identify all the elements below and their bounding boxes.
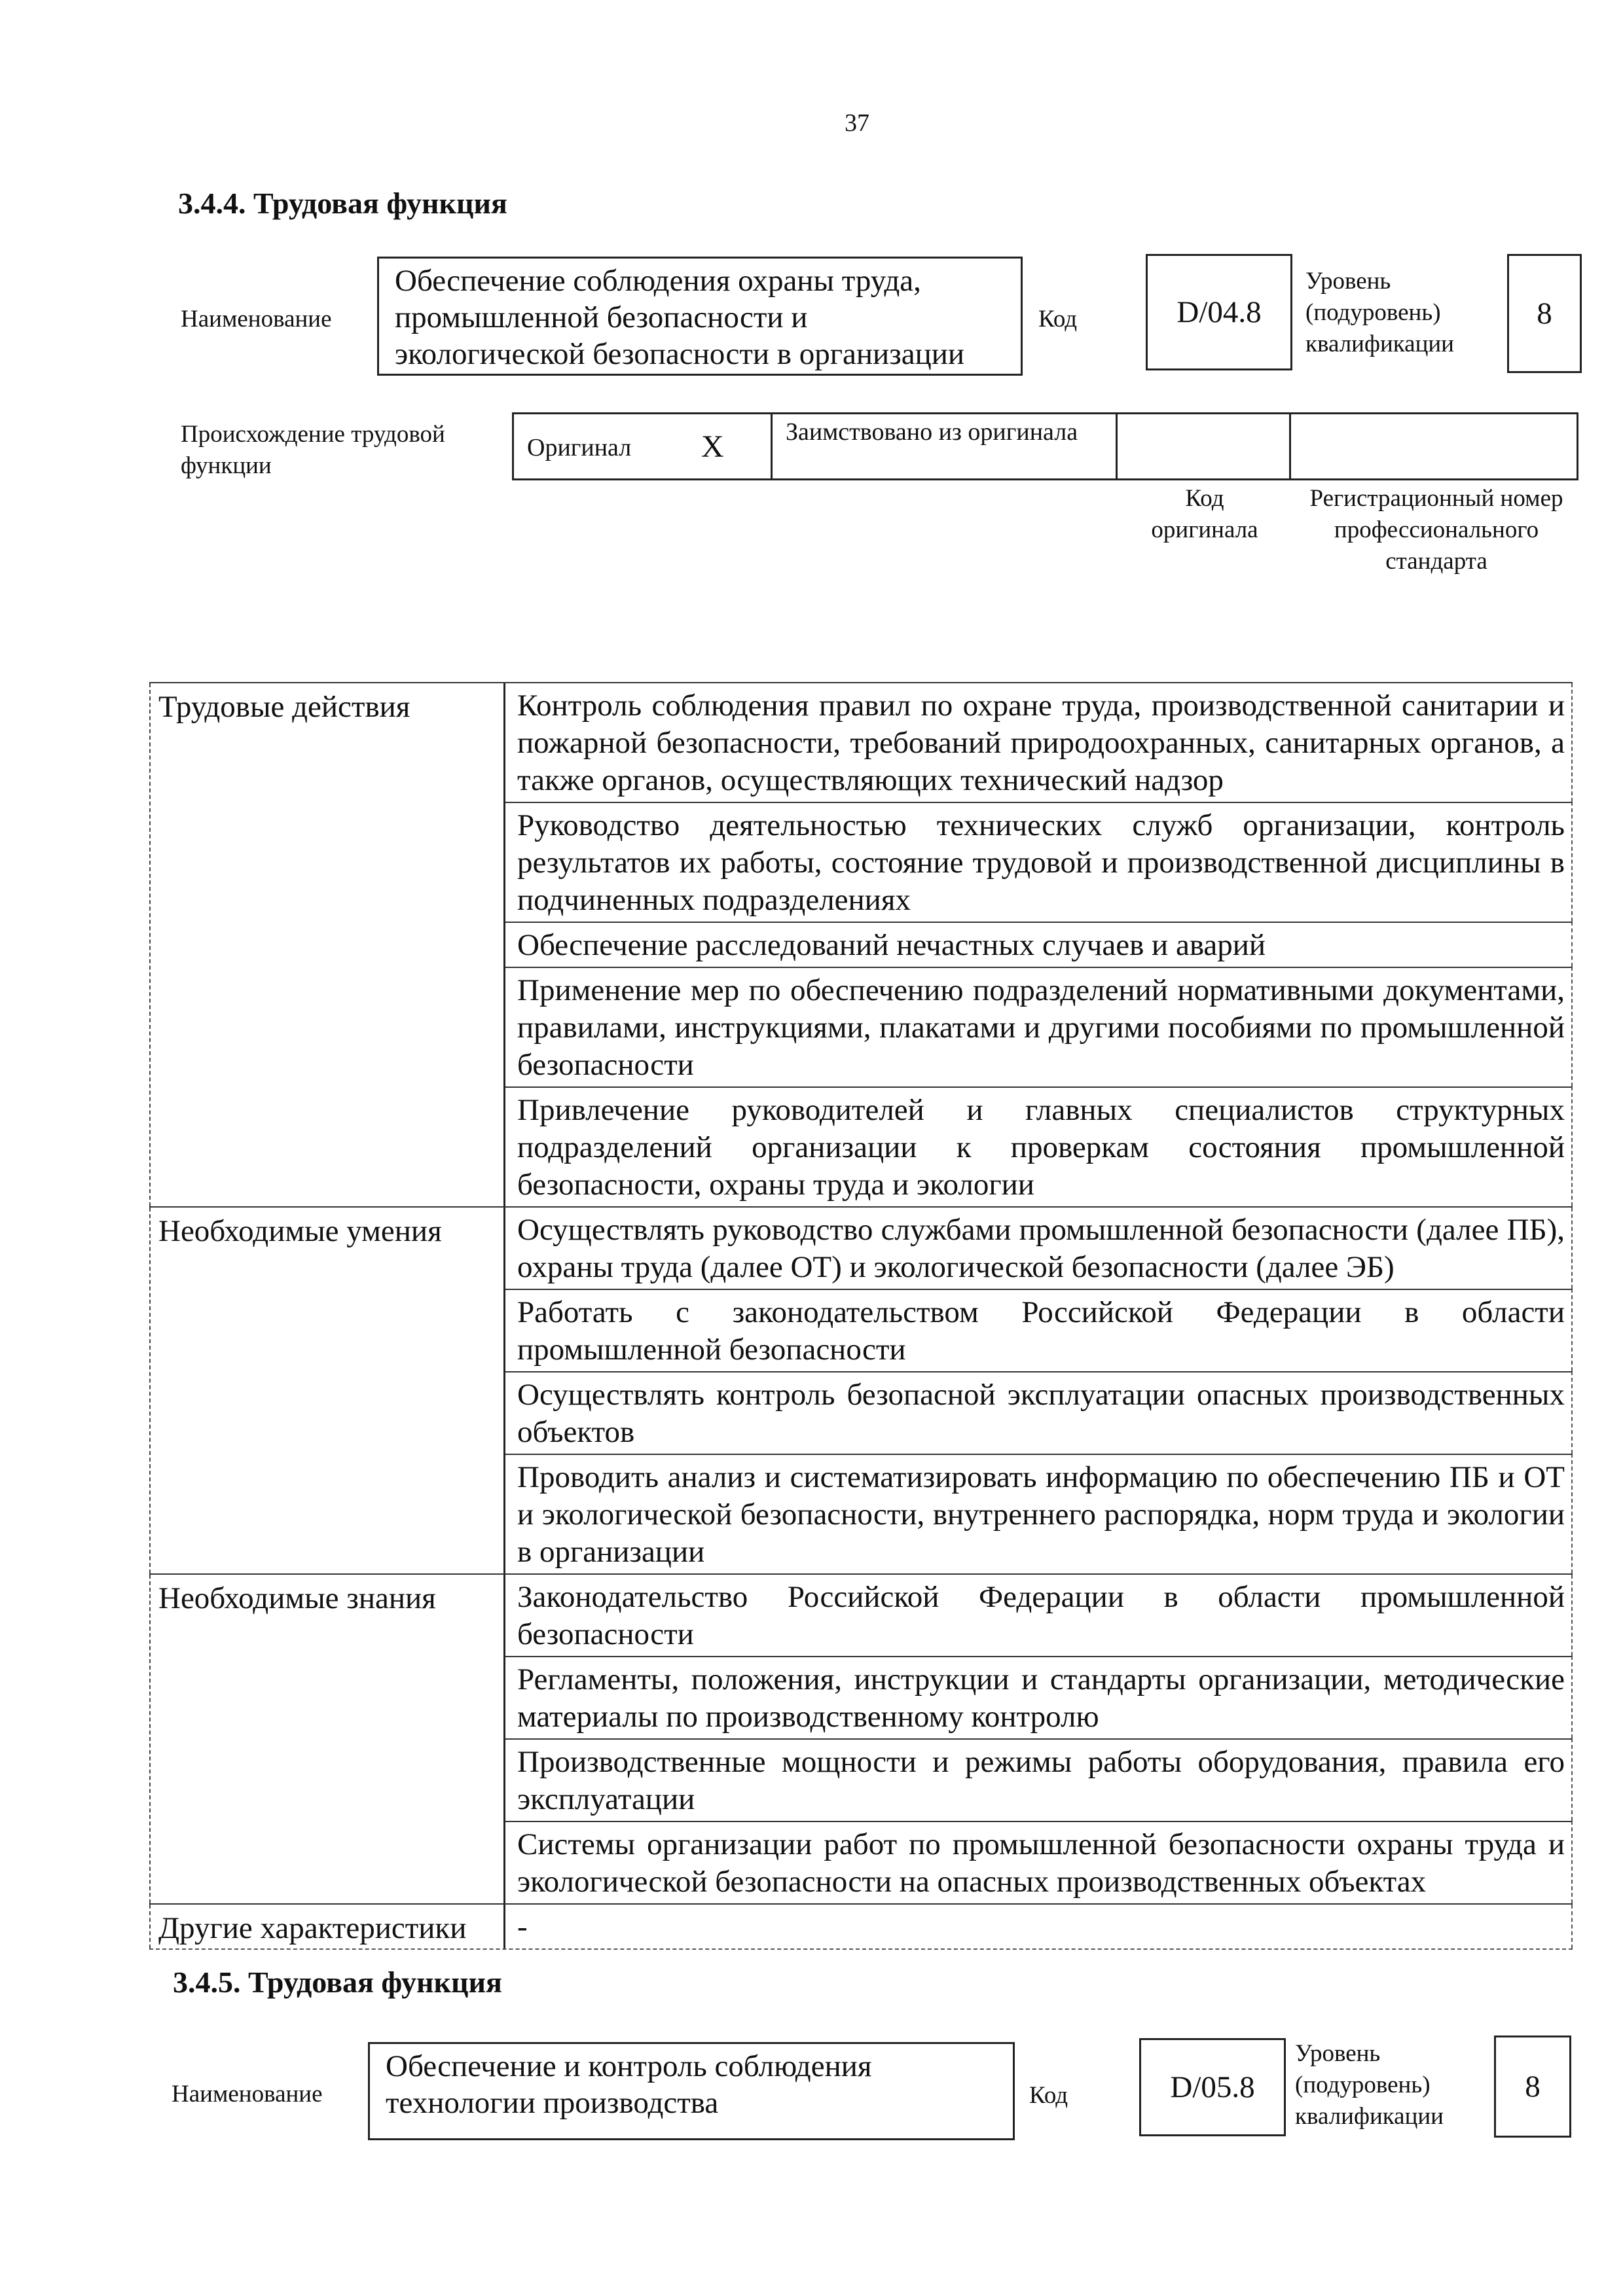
function-name-box: [377, 257, 1023, 376]
list-item: Привлечение руководителей и главных специалистов структурных подразделений организации к проверкам состояния промышленной безопасности, охраны труда и экологии: [505, 1086, 1573, 1206]
level-value: 8: [1537, 296, 1552, 331]
reg-number-caption: Регистрационный номер профессионального стандарта: [1309, 485, 1563, 575]
code-value: D/04.8: [1176, 295, 1262, 329]
code-label: Код: [1038, 306, 1078, 332]
origin-original-cell: [512, 412, 773, 480]
row-items: [505, 683, 1573, 1206]
row-label: Необходимые умения: [149, 1208, 505, 1573]
level-value-2: 8: [1525, 2070, 1541, 2104]
row-label: Другие характеристики: [149, 1905, 505, 1948]
list-item: Проводить анализ и систематизировать информацию по обеспечению ПБ и ОТ и экологической безопасности, внутреннего распорядка, норм труда и экологии в организации: [505, 1454, 1573, 1573]
section-title: 3.4.4. Трудовая функция: [178, 187, 507, 220]
original-label: Оригинал: [527, 434, 632, 461]
list-item: Регламенты, положения, инструкции и стандарты организации, методические материалы по производственному контролю: [505, 1656, 1573, 1738]
table-row: [149, 1573, 1573, 1903]
level-box: [1507, 254, 1582, 373]
name-label-2: Наименование: [172, 2081, 323, 2108]
code-value-2: D/05.8: [1170, 2070, 1255, 2104]
borrowed-label: Заимствовано из оригинала: [786, 418, 1078, 446]
list-item: Обеспечение расследований нечастных случаев и аварий: [505, 922, 1573, 967]
table-row: [149, 682, 1573, 1206]
list-item: -: [505, 1905, 1573, 1948]
row-label: Необходимые знания: [149, 1575, 505, 1903]
level-label: Уровень (подуровень) квалификации: [1305, 268, 1454, 357]
function-name-box-2: [368, 2042, 1015, 2140]
code-box: [1146, 254, 1292, 370]
labor-function-table: [149, 682, 1573, 1950]
list-item: Осуществлять руководство службами промышленной безопасности (далее ПБ), охраны труда (далее ОТ) и экологической безопасности (далее ЭБ): [505, 1208, 1573, 1289]
list-item: Законодательство Российской Федерации в области промышленной безопасности: [505, 1575, 1573, 1656]
table-row: [149, 1206, 1573, 1573]
list-item: Руководство деятельностью технических служб организации, контроль результатов их работы, состояние трудовой и производственной дисциплины в подчиненных подразделениях: [505, 802, 1573, 922]
list-item: Работать с законодательством Российской Федерации в области промышленной безопасности: [505, 1289, 1573, 1371]
origin-label: Происхождение трудовой функции: [181, 421, 445, 479]
origin-borrowed-cell: [771, 412, 1118, 480]
row-items: [505, 1208, 1573, 1573]
row-items: [505, 1905, 1573, 1948]
section-title-2: 3.4.5. Трудовая функция: [173, 1965, 502, 1999]
name-label: Наименование: [181, 306, 332, 332]
row-label: Трудовые действия: [149, 683, 505, 1206]
list-item: Производственные мощности и режимы работы оборудования, правила его эксплуатации: [505, 1738, 1573, 1821]
origin-code-cell: [1116, 412, 1291, 480]
code-original-caption: Код оригинала: [1151, 485, 1258, 543]
page-number: 37: [845, 109, 869, 137]
list-item: Контроль соблюдения правил по охране труда, производственной санитарии и пожарной безопасности, требований природоохранных, санитарных органов, а также органов, осуществляющих технический надзор: [505, 683, 1573, 802]
list-item: Применение мер по обеспечению подразделений нормативными документами, правилами, инструкциями, плакатами и другими пособиями по промышленной безопасности: [505, 967, 1573, 1086]
function-name-value: Обеспечение соблюдения охраны труда, промышленной безопасности и экологической безопасности в организации: [395, 264, 965, 371]
origin-reg-cell: [1289, 412, 1578, 480]
list-item: Осуществлять контроль безопасной эксплуатации опасных производственных объектов: [505, 1371, 1573, 1454]
code-box-2: [1139, 2038, 1286, 2136]
table-row: [149, 1903, 1573, 1950]
row-items: [505, 1575, 1573, 1903]
level-label-2: Уровень (подуровень) квалификации: [1295, 2040, 1444, 2130]
function-name-value-2: Обеспечение и контроль соблюдения технологии производства: [386, 2049, 872, 2120]
level-box-2: [1494, 2036, 1571, 2138]
list-item: Системы организации работ по промышленной безопасности охраны труда и экологической безопасности на опасных производственных объектах: [505, 1821, 1573, 1903]
original-mark: X: [701, 429, 724, 464]
code-label-2: Код: [1029, 2082, 1068, 2109]
